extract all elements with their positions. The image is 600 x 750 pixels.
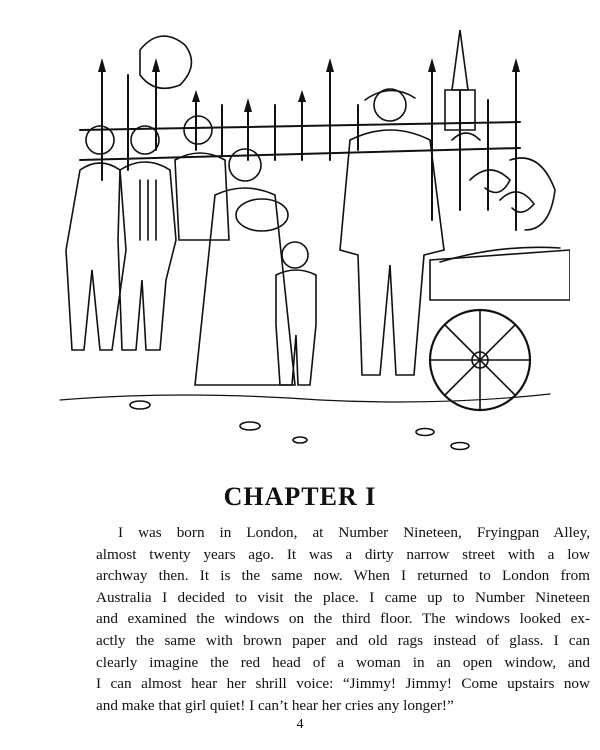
text-line: and make that girl quiet! I can’t hear her cries any longer!” — [96, 696, 454, 714]
text-line: Australia I decided to visit the place. I came up to Number Nineteen — [96, 588, 590, 606]
text-line: almost twenty years ago. It was a dirty narrow street with a low — [96, 545, 590, 563]
text-line: archway then. It is the same now. When I returned to London from — [96, 567, 590, 585]
text-line: and examined the windows on the third floor. The windows looked ex- — [96, 610, 590, 628]
chapter-title: CHAPTER I — [223, 482, 377, 511]
body-paragraph — [96, 522, 590, 716]
funeral-procession-illustration — [40, 30, 570, 460]
figure-old-woman — [195, 149, 295, 385]
text-line: actly the same with brown paper and old rags instead of glass. I can — [96, 631, 590, 649]
hearse-cart — [430, 247, 570, 410]
figure-tall-man — [340, 89, 444, 375]
text-line: I was born in London, at Number Nineteen, Fryingpan Alley, — [118, 524, 590, 541]
figure-man-cap — [175, 116, 229, 240]
iron-fence — [80, 70, 520, 230]
text-line: I can almost hear her shrill voice: “Jimmy! Jimmy! Come upstairs now — [96, 675, 590, 693]
page-number: 4 — [296, 717, 304, 732]
text-line: clearly imagine the red head of a woman in an open window, and — [96, 653, 590, 671]
